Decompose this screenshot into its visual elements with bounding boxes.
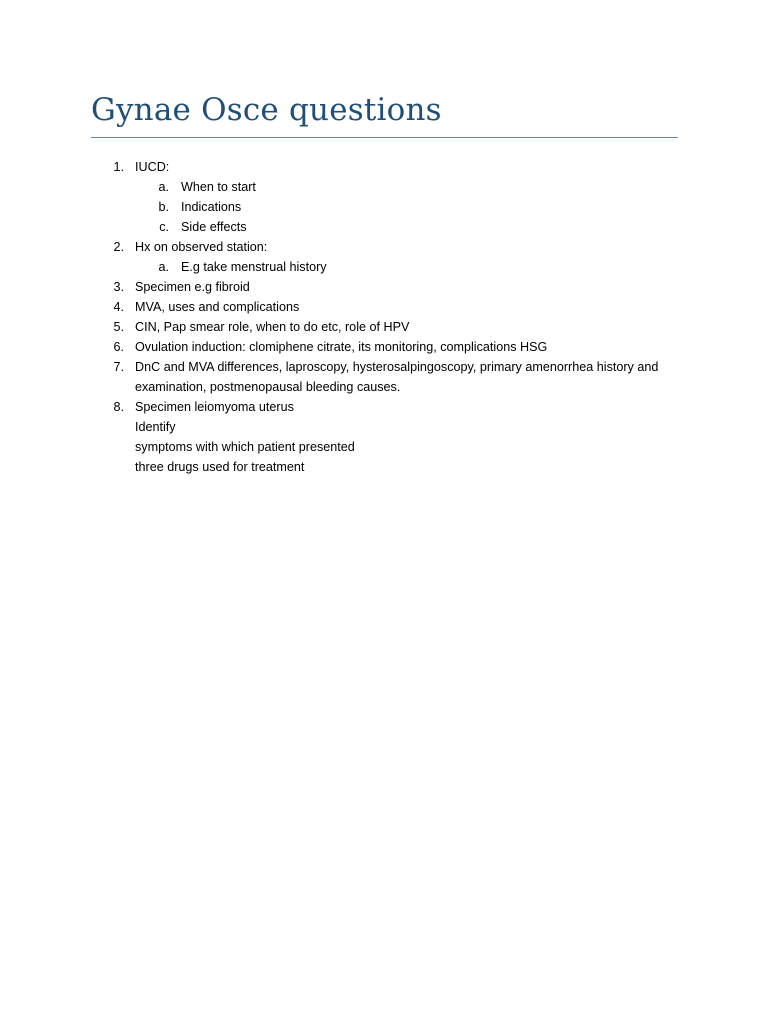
list-item-6 <box>0 337 768 357</box>
sub-item-letter: c. <box>159 220 169 234</box>
list-item-text: Specimen leiomyoma uterus <box>135 400 294 414</box>
list-number: 6. <box>113 340 124 354</box>
sub-item-1b <box>0 197 768 217</box>
list-item-7 <box>0 357 768 377</box>
sub-item-letter: b. <box>158 200 169 214</box>
list-item-text: CIN, Pap smear role, when to do etc, role of HPV <box>135 320 410 334</box>
list-item-text: IUCD: <box>135 160 170 174</box>
list-number: 1. <box>113 160 124 174</box>
list-item-text: MVA, uses and complications <box>135 300 300 314</box>
question-list <box>0 157 768 477</box>
sub-item-1c <box>0 217 768 237</box>
list-item-8-line-identify <box>0 417 768 437</box>
sub-item-text: When to start <box>181 180 256 194</box>
list-item-text: Specimen e.g fibroid <box>135 280 250 294</box>
list-item-text: Hx on observed station: <box>135 240 268 254</box>
list-item-extra-line: symptoms with which patient presented <box>135 440 355 454</box>
list-number: 7. <box>113 360 124 374</box>
list-item-8-line-symptoms <box>0 437 768 457</box>
list-item-text: DnC and MVA differences, laproscopy, hysterosalpingoscopy, primary amenorrhea history and <box>135 360 659 374</box>
list-number: 8. <box>113 400 124 414</box>
list-number: 3. <box>113 280 124 294</box>
sub-item-letter: a. <box>158 260 169 274</box>
list-item-8-line-drugs <box>0 457 768 477</box>
list-item-4 <box>0 297 768 317</box>
list-item-5 <box>0 317 768 337</box>
list-item-8 <box>0 397 768 417</box>
list-item-2 <box>0 237 768 257</box>
list-item-text: Ovulation induction: clomiphene citrate, its monitoring, complications HSG <box>135 340 548 354</box>
list-number: 2. <box>113 240 124 254</box>
list-number: 5. <box>113 320 124 334</box>
sub-item-text: Side effects <box>181 220 247 234</box>
sub-item-text: Indications <box>181 200 242 214</box>
list-item-extra-line: three drugs used for treatment <box>135 460 305 474</box>
list-item-extra-line: Identify <box>135 420 176 434</box>
list-item-text-continued: examination, postmenopausal bleeding causes. <box>135 380 401 394</box>
sub-item-1a <box>0 177 768 197</box>
list-item-1 <box>0 157 768 177</box>
list-item-3 <box>0 277 768 297</box>
sub-item-text: E.g take menstrual history <box>181 260 327 274</box>
sub-item-2a <box>0 257 768 277</box>
list-item-7-continuation <box>0 377 768 397</box>
sub-item-letter: a. <box>158 180 169 194</box>
title-underline <box>91 137 678 138</box>
list-number: 4. <box>113 300 124 314</box>
document-title: Gynae Osce questions <box>91 92 442 128</box>
